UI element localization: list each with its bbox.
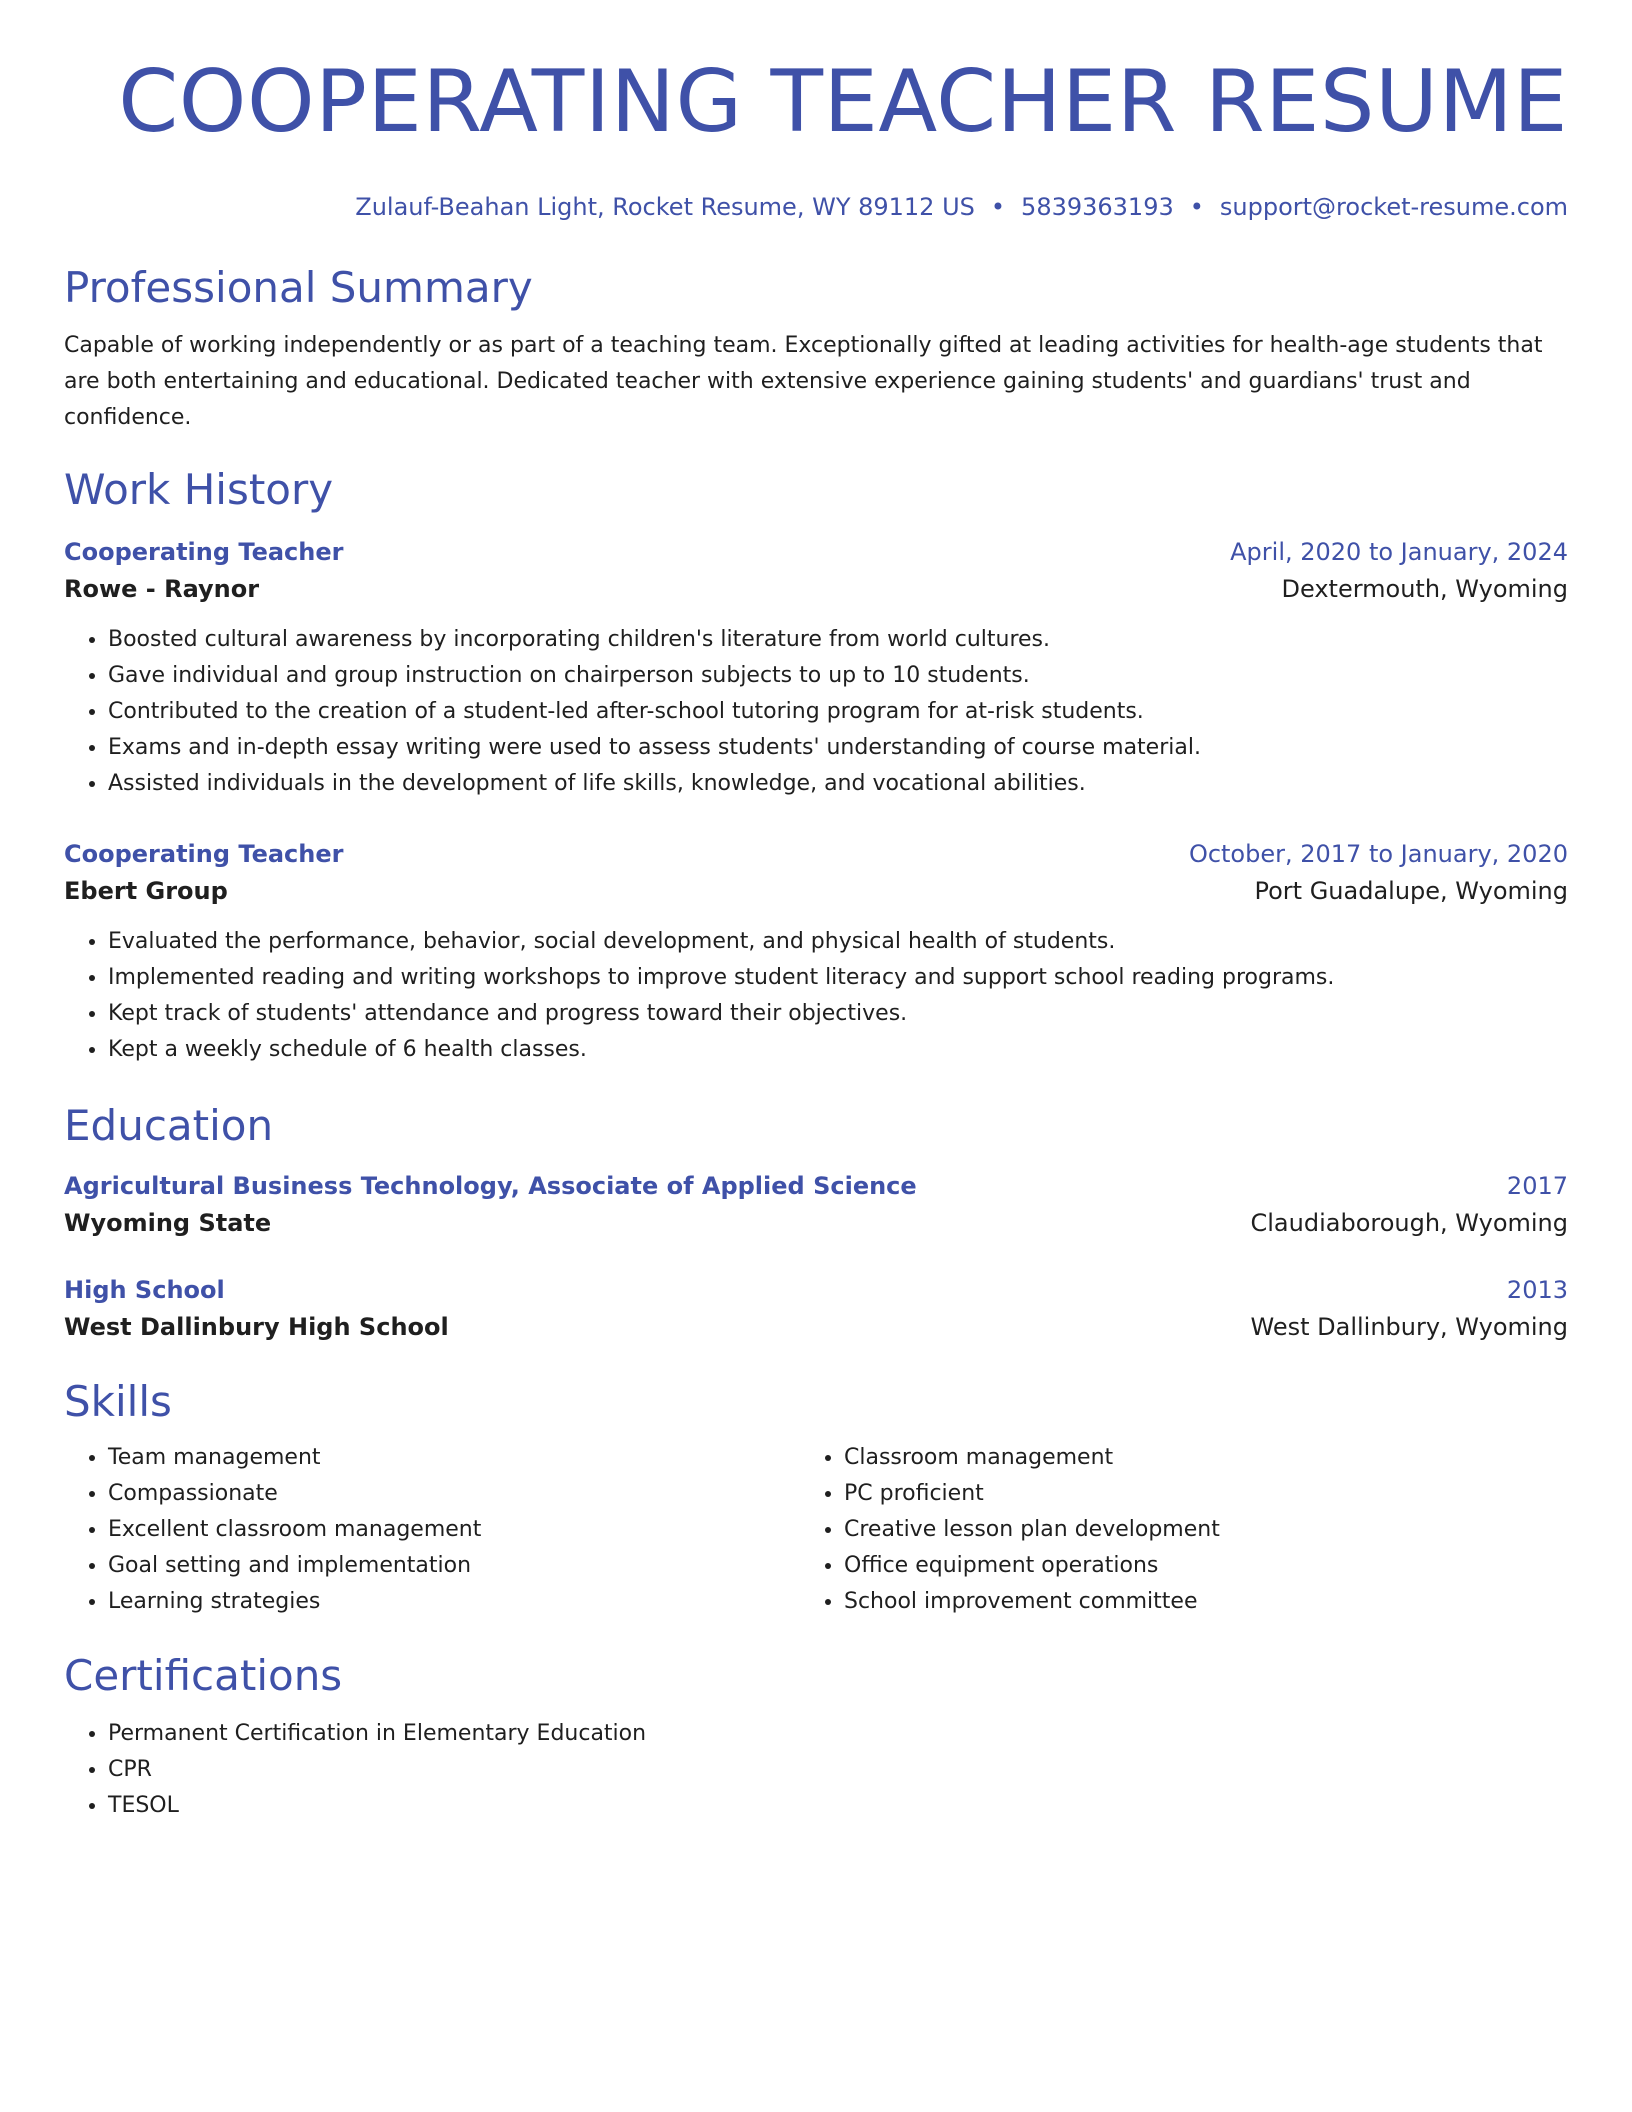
skills-column-right [800,1440,1536,1620]
education-entry [64,1272,1568,1346]
job-bullet: • Contributed to the creation of a student-led after-school tutoring program for at-risk students. [108,694,1568,730]
education-school-row [64,1308,1568,1346]
contact-email: support@rocket-resume.com [1219,193,1568,221]
job-bullet: • Implemented reading and writing workshops to improve student literacy and support school reading programs. [108,960,1568,996]
skill-item: • PC proficient [844,1476,1536,1512]
education-degree: Agricultural Business Technology, Associate of Applied Science [64,1172,917,1200]
summary-heading: Professional Summary [64,263,533,312]
job-company-row [64,872,1568,910]
education-school-row [64,1204,1568,1242]
skill-item: • Excellent classroom management [108,1512,800,1548]
skills-column-left [64,1440,800,1620]
skills-grid [64,1440,1568,1620]
contact-line [64,192,1568,222]
job-bullet: • Boosted cultural awareness by incorporating children's literature from world cultures. [108,622,1568,658]
contact-separator: • [990,193,1006,221]
job-location: Dextermouth, Wyoming [1281,575,1568,603]
education-year: 2017 [1506,1172,1568,1200]
education-entry [64,1168,1568,1242]
certification-item: • Permanent Certification in Elementary Education [108,1716,1568,1752]
job-company: Rowe - Raynor [64,575,260,603]
work-history-heading: Work History [64,465,334,514]
contact-address: Zulauf-Beahan Light, Rocket Resume, WY 89112 US [355,193,975,221]
skill-item: • Goal setting and implementation [108,1548,800,1584]
job-entry [64,836,1568,1068]
job-header-row [64,534,1568,570]
job-company-row [64,570,1568,608]
education-year: 2013 [1506,1276,1568,1304]
education-location: West Dallinbury, Wyoming [1250,1313,1568,1341]
education-degree: High School [64,1276,225,1304]
skill-item: • Team management [108,1440,800,1476]
education-degree-row [64,1168,1568,1204]
contact-separator: • [1189,193,1204,221]
job-bullet: • Kept track of students' attendance and progress toward their objectives. [108,996,1568,1032]
job-dates: October, 2017 to January, 2020 [1188,840,1568,868]
resume-title: COOPERATING TEACHER RESUME [118,52,1568,152]
job-bullet: • Exams and in-depth essay writing were used to assess students' understanding of course material. [108,730,1568,766]
skill-item: • School improvement committee [844,1584,1536,1620]
skill-item: • Creative lesson plan development [844,1512,1536,1548]
job-bullet: • Evaluated the performance, behavior, social development, and physical health of students. [108,924,1568,960]
job-location: Port Guadalupe, Wyoming [1254,877,1568,905]
certifications-heading: Certifications [64,1651,343,1700]
summary-text: Capable of working independently or as part of a teaching team. Exceptionally gifted at leading activities for health-age students that are both entertaining and educational. Dedicated teacher with extensive experience gaining students' and guardians' trust and confidence. [64,333,1543,430]
education-school: West Dallinbury High School [64,1313,449,1341]
contact-phone: 5839363193 [1021,193,1174,221]
job-bullets [64,924,1568,1068]
certification-item: • TESOL [108,1788,1568,1824]
skills-heading: Skills [64,1377,172,1426]
skill-item: • Learning strategies [108,1584,800,1620]
certifications-list [64,1716,1568,1824]
job-role: Cooperating Teacher [64,538,344,566]
education-location: Claudiaborough, Wyoming [1250,1209,1568,1237]
education-school: Wyoming State [64,1209,272,1237]
certification-item: • CPR [108,1752,1568,1788]
job-role: Cooperating Teacher [64,840,344,868]
job-dates: April, 2020 to January, 2024 [1230,538,1568,566]
job-bullets [64,622,1568,802]
education-heading: Education [64,1101,274,1150]
job-entry [64,534,1568,802]
job-company: Ebert Group [64,877,228,905]
skill-item: • Classroom management [844,1440,1536,1476]
job-bullet: • Kept a weekly schedule of 6 health classes. [108,1032,1568,1068]
job-header-row [64,836,1568,872]
skill-item: • Office equipment operations [844,1548,1536,1584]
job-bullet: • Gave individual and group instruction on chairperson subjects to up to 10 students. [108,658,1568,694]
job-bullet: • Assisted individuals in the development of life skills, knowledge, and vocational abilities. [108,766,1568,802]
education-degree-row [64,1272,1568,1308]
skill-item: • Compassionate [108,1476,800,1512]
